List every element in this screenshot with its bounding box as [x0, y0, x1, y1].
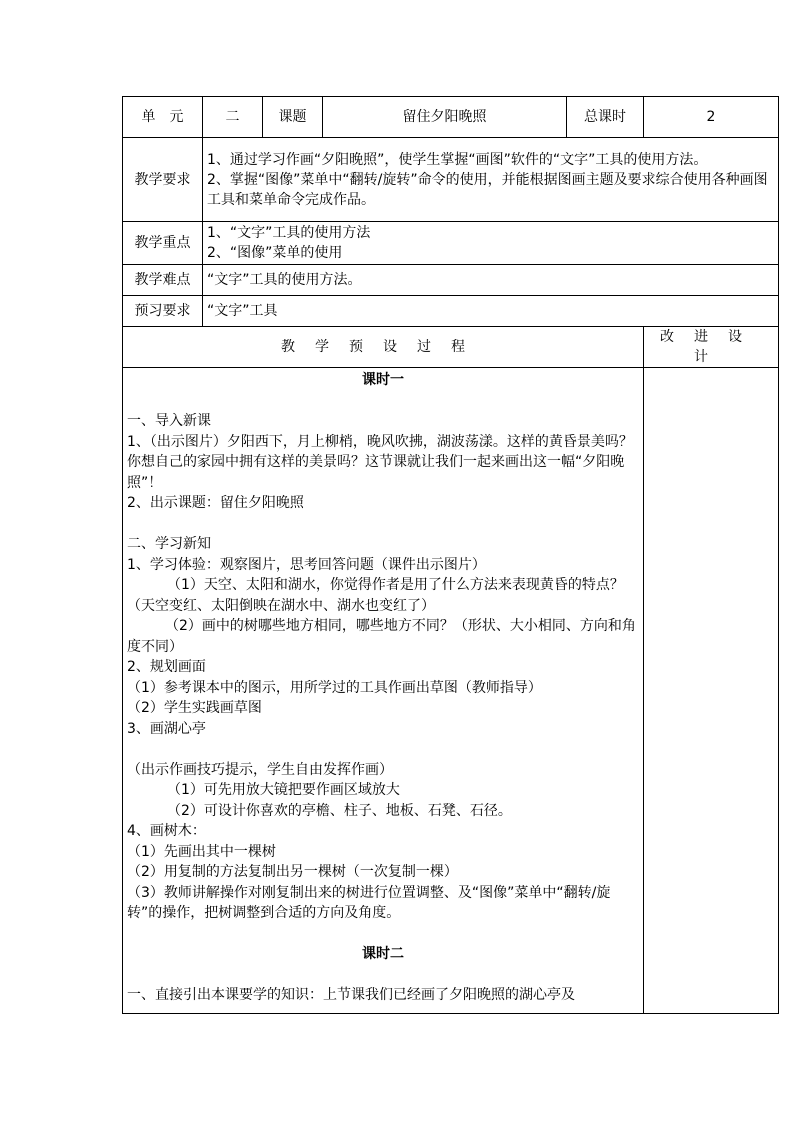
process-content — [123, 368, 644, 1014]
lesson-plan-sheet — [122, 96, 778, 1014]
process-header-row — [123, 327, 779, 368]
difficulties-content: “文字”工具的使用方法。 — [203, 265, 779, 296]
improve-heading: 改进设计 — [644, 327, 779, 368]
spacer — [127, 514, 639, 535]
lesson1-s2-p3b: （2）可设计你喜欢的亭檐、柱子、地板、石凳、石径。 — [167, 802, 512, 819]
difficulties-row — [123, 265, 779, 296]
hours-value: 2 — [644, 97, 779, 138]
requirements-line-2: 2、掌握“图像”菜单中“翻转/旋转”命令的使用，并能根据图画主题及要求综合使用各种画图工具和菜单命令完成作品。 — [207, 171, 768, 208]
spacer — [127, 739, 639, 760]
spacer — [127, 924, 639, 945]
lesson1-s2-p2a: （1）参考课本中的图示，用所学过的工具作画出草图（教师指导） — [127, 679, 542, 696]
lesson1-s2-p2: 2、规划画面 — [127, 659, 206, 675]
lesson-plan-table — [122, 96, 779, 1014]
lesson1-title: 课时一 — [362, 372, 404, 388]
topic-label: 课题 — [263, 97, 323, 138]
lesson1-s2-q1: （1）天空、太阳和湖水，你觉得作者是用了什么方法来表现黄昏的特点？（天空变红、太阳倒映在湖水中、湖水也变红了） — [127, 577, 624, 614]
preview-content: “文字”工具 — [203, 296, 779, 327]
lesson1-s2-q2: （2）画中的树哪些地方相同，哪些地方不同？（形状、大小相同、方向和角度不同） — [127, 618, 636, 655]
difficulties-label: 教学难点 — [123, 265, 203, 296]
lesson1-s2-title: 二、学习新知 — [127, 536, 211, 552]
unit-value: 二 — [203, 97, 263, 138]
lesson1-s2-p4: 4、画树木： — [127, 823, 206, 839]
lesson1-s2-p3a: （1）可先用放大镜把要作画区域放大 — [167, 782, 400, 798]
process-body-row — [123, 368, 779, 1014]
requirements-row — [123, 138, 779, 222]
lesson1-s2-p4c: （3）教师讲解操作对刚复制出来的树进行位置调整、及“图像”菜单中“翻转/旋转”的操作，把树调整到合适的方向及角度。 — [127, 884, 611, 921]
lesson1-s1-p2: 2、出示课题：留住夕阳晚照 — [127, 495, 304, 511]
spacer — [127, 965, 639, 986]
key-point-2: 2、“图像”菜单的使用 — [207, 245, 343, 261]
spacer — [127, 391, 639, 412]
improve-content — [644, 368, 779, 1014]
key-points-row — [123, 222, 779, 265]
process-heading: 教学预设过程 — [123, 327, 644, 368]
preview-label: 预习要求 — [123, 296, 203, 327]
preview-row — [123, 296, 779, 327]
requirements-label: 教学要求 — [123, 138, 203, 222]
topic-value: 留住夕阳晚照 — [323, 97, 567, 138]
lesson2-s1: 一、直接引出本课要学的知识：上节课我们已经画了夕阳晚照的湖心亭及 — [127, 987, 575, 1003]
lesson1-s2-p4b: （2）用复制的方法复制出另一棵树（一次复制一棵） — [127, 864, 458, 880]
hours-label: 总课时 — [567, 97, 644, 138]
key-point-1: 1、“文字”工具的使用方法 — [207, 225, 371, 241]
lesson1-s1-p1: 1、（出示图片）夕阳西下，月上柳梢，晚风吹拂，湖波荡漾。这样的黄昏景美吗？你想自己的家园中拥有这样的美景吗？这节课就让我们一起来画出这一幅“夕阳晚照”！ — [127, 433, 633, 491]
lesson1-s2-p1: 1、学习体验：观察图片，思考回答问题（课件出示图片） — [127, 556, 486, 573]
lesson1-s1-title: 一、导入新课 — [127, 413, 211, 429]
key-points-content — [203, 222, 779, 265]
lesson1-s2-p2b: （2）学生实践画草图 — [127, 700, 262, 716]
lesson1-s2-p3-intro: （出示作画技巧提示，学生自由发挥作画） — [127, 761, 393, 778]
lesson1-s2-p3: 3、画湖心亭 — [127, 720, 206, 737]
requirements-line-1: 1、通过学习作画“夕阳晚照”，使学生掌握“画图”软件的“文字”工具的使用方法。 — [207, 151, 708, 168]
header-row — [123, 97, 779, 138]
unit-label: 单 元 — [123, 97, 203, 138]
key-points-label: 教学重点 — [123, 222, 203, 265]
lesson2-title: 课时二 — [362, 946, 404, 962]
lesson1-s2-p4a: （1）先画出其中一棵树 — [127, 843, 276, 860]
requirements-content — [203, 138, 779, 222]
